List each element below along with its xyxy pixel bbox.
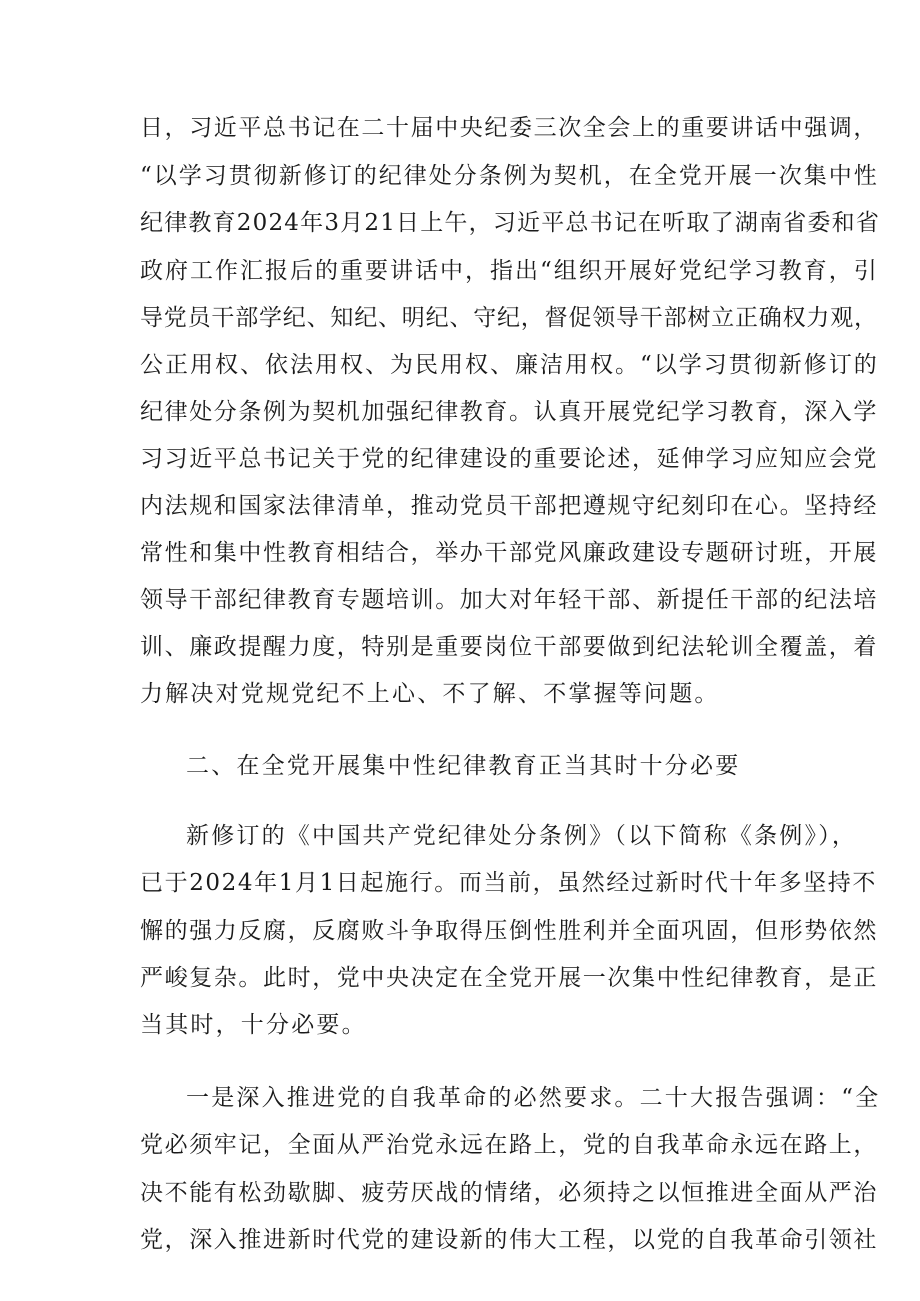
paragraph-line: 力解决对党规党纪不上心、不了解、不掌握等问题。	[140, 681, 720, 707]
paragraph-line: 党，深入推进新时代党的建设新的伟大工程，以党的自我革命引领社	[140, 1227, 878, 1253]
paragraph-line: 政府工作汇报后的重要讲话中，指出“组织开展好党纪学习教育，引	[140, 258, 879, 284]
paragraph-line: 党必须牢记，全面从严治党永远在路上，党的自我革命永远在路上，	[140, 1132, 878, 1158]
paragraph-line: 导党员干部学纪、知纪、明纪、守纪，督促领导干部树立正确权力观，	[140, 305, 878, 331]
paragraph-line: 纪律处分条例为契机加强纪律教育。认真开展党纪学习教育，深入学	[140, 399, 878, 425]
paragraph-line: 常性和集中性教育相结合，举办干部党风廉政建设专题研讨班，开展	[140, 540, 878, 566]
paragraph-line: 训、廉政提醒力度，特别是重要岗位干部要做到纪法轮训全覆盖，着	[140, 634, 878, 660]
paragraph-line: 习习近平总书记关于党的纪律建设的重要论述，延伸学习应知应会党	[140, 446, 878, 472]
paragraph-line: 当其时，十分必要。	[140, 1012, 367, 1038]
paragraph-line: 已于2024年1月1日起施行。而当前，虽然经过新时代十年多坚持不	[140, 870, 877, 896]
section-heading: 二、在全党开展集中性纪律教育正当其时十分必要	[186, 753, 741, 779]
paragraph-line: 内法规和国家法律清单，推动党员干部把遵规守纪刻印在心。坚持经	[140, 493, 878, 519]
paragraph-line: 日，习近平总书记在二十届中央纪委三次全会上的重要讲话中强调，	[140, 115, 878, 141]
paragraph-line: 懈的强力反腐，反腐败斗争取得压倒性胜利并全面巩固，但形势依然	[140, 918, 878, 944]
paragraph-line: “以学习贯彻新修订的纪律处分条例为契机，在全党开展一次集中性	[140, 163, 879, 189]
paragraph-line: 领导干部纪律教育专题培训。加大对年轻干部、新提任干部的纪法培	[140, 587, 878, 613]
paragraph-line: 纪律教育2024年3月21日上午，习近平总书记在听取了湖南省委和省	[140, 210, 881, 236]
paragraph-line: 公正用权、依法用权、为民用权、廉洁用权。“以学习贯彻新修订的	[140, 352, 879, 378]
paragraph-line: 新修订的《中国共产党纪律处分条例》（以下简称《条例》），	[186, 823, 858, 849]
paragraph-line: 严峻复杂。此时，党中央决定在全党开展一次集中性纪律教育，是正	[140, 965, 878, 991]
paragraph-line: 决不能有松劲歇脚、疲劳厌战的情绪，必须持之以恒推进全面从严治	[140, 1180, 878, 1206]
paragraph-line: 一是深入推进党的自我革命的必然要求。二十大报告强调：“全	[186, 1085, 881, 1111]
